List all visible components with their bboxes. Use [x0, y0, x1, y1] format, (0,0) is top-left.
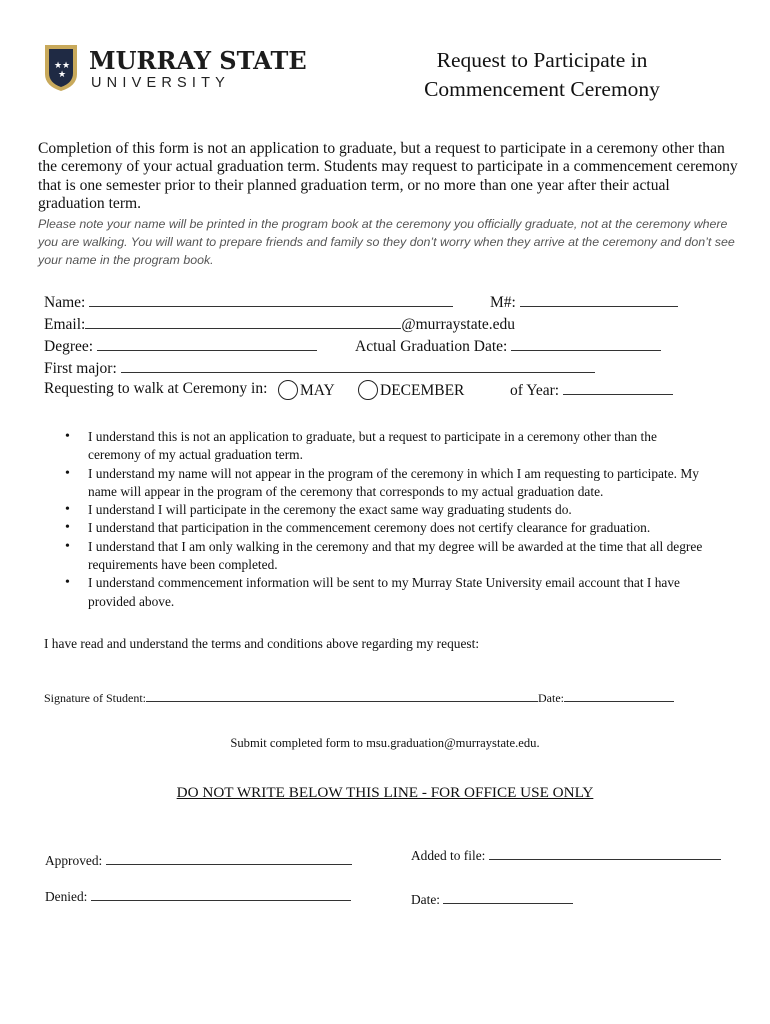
ceremony-label: Requesting to walk at Ceremony in:: [44, 380, 268, 397]
degree-field[interactable]: [44, 336, 317, 356]
signature-label: Signature of Student:: [44, 691, 146, 705]
denied-line[interactable]: [91, 886, 351, 901]
form-title-line-1: Request to Participate in: [436, 48, 648, 72]
first-major-label: First major:: [44, 360, 117, 377]
signature-field[interactable]: [44, 690, 674, 706]
acknowledgement-text: I have read and understand the terms and conditions above regarding my request:: [44, 636, 480, 651]
year-label: of Year:: [510, 382, 560, 399]
svg-text:★: ★: [62, 61, 71, 71]
may-option[interactable]: [278, 380, 335, 400]
office-date-label: Date:: [411, 892, 440, 907]
office-date-field[interactable]: [411, 889, 573, 908]
office-use-heading: DO NOT WRITE BELOW THIS LINE - FOR OFFICE USE ONLY: [176, 784, 594, 801]
terms-list: [62, 428, 712, 611]
email-line[interactable]: [85, 314, 401, 329]
signature-date-label: Date:: [538, 691, 564, 705]
m-number-field[interactable]: [490, 292, 678, 312]
shield-icon: [44, 44, 78, 92]
approved-label: Approved:: [45, 853, 103, 868]
december-radio[interactable]: [358, 380, 378, 400]
logo-name: MURRAY STATE: [89, 46, 307, 75]
form-title-line-2: Commencement Ceremony: [424, 77, 660, 101]
email-field[interactable]: [44, 314, 515, 334]
added-to-file-line[interactable]: [489, 845, 721, 860]
svg-text:★: ★: [54, 61, 63, 71]
december-label: DECEMBER: [380, 382, 465, 399]
may-radio[interactable]: [278, 380, 298, 400]
list-item: • I understand commencement information will be sent to my Murray State University email account that I have provided above.: [62, 574, 712, 611]
list-item: • I understand this is not an application to graduate, but a request to participate in a ceremony other than the ceremony of my actual graduation term.: [62, 428, 712, 465]
email-domain: @murraystate.edu: [401, 316, 516, 333]
signature-date-line[interactable]: [564, 690, 674, 702]
year-line[interactable]: [563, 380, 673, 395]
email-label: Email:: [44, 316, 86, 333]
m-number-label: M#:: [490, 294, 516, 311]
ceremony-request-row: [44, 380, 267, 398]
may-label: MAY: [300, 382, 335, 399]
year-field[interactable]: [510, 380, 673, 400]
signature-line[interactable]: [146, 690, 538, 702]
graduation-date-field[interactable]: [355, 336, 661, 356]
degree-label: Degree:: [44, 338, 94, 355]
logo-subtitle: UNIVERSITY: [91, 75, 231, 91]
name-field[interactable]: [44, 292, 453, 312]
svg-text:★: ★: [58, 70, 67, 80]
list-item: • I understand my name will not appear in the program of the ceremony in which I am requesting to participate. My name will appear in the program of the ceremony that corresponds to my actual graduation date.: [62, 465, 712, 502]
approved-line[interactable]: [106, 850, 352, 865]
program-book-note: Please note your name will be printed in the program book at the ceremony you officially graduate, not at the ceremony where you are walking. You will want to prepare friends and family so they don’t worry when they arrive at the ceremony and don’t see your name in the program book.: [38, 217, 735, 268]
office-date-line[interactable]: [443, 889, 573, 904]
m-number-line[interactable]: [520, 292, 678, 307]
denied-label: Denied:: [45, 889, 88, 904]
submit-instructions: Submit completed form to msu.graduation@murraystate.edu.: [230, 736, 540, 750]
denied-field[interactable]: [45, 886, 351, 905]
graduation-date-label: Actual Graduation Date:: [355, 338, 508, 355]
university-logo: [44, 44, 307, 98]
added-to-file-label: Added to file:: [411, 848, 486, 863]
list-item: • I understand that participation in the commencement ceremony does not certify clearance for graduation.: [62, 519, 712, 537]
graduation-date-line[interactable]: [511, 336, 661, 351]
list-item: • I understand that I am only walking in the ceremony and that my degree will be awarded at the time that all degree requirements have been completed.: [62, 538, 712, 575]
approved-field[interactable]: [45, 850, 352, 869]
name-label: Name:: [44, 294, 86, 311]
first-major-field[interactable]: [44, 358, 595, 378]
first-major-line[interactable]: [121, 358, 595, 373]
name-line[interactable]: [89, 292, 453, 307]
list-item: • I understand I will participate in the ceremony the exact same way graduating students do.: [62, 501, 712, 519]
form-title: [402, 46, 682, 104]
degree-line[interactable]: [97, 336, 317, 351]
added-to-file-field[interactable]: [411, 845, 721, 864]
intro-paragraph: Completion of this form is not an application to graduate, but a request to participate in a ceremony other than the ceremony of your actual graduation term. Students may request to participate in a commencement ceremony that is one semester prior to their planned graduation term, or no more than one year after their actual graduation term.: [38, 140, 738, 213]
december-option[interactable]: [358, 380, 464, 400]
